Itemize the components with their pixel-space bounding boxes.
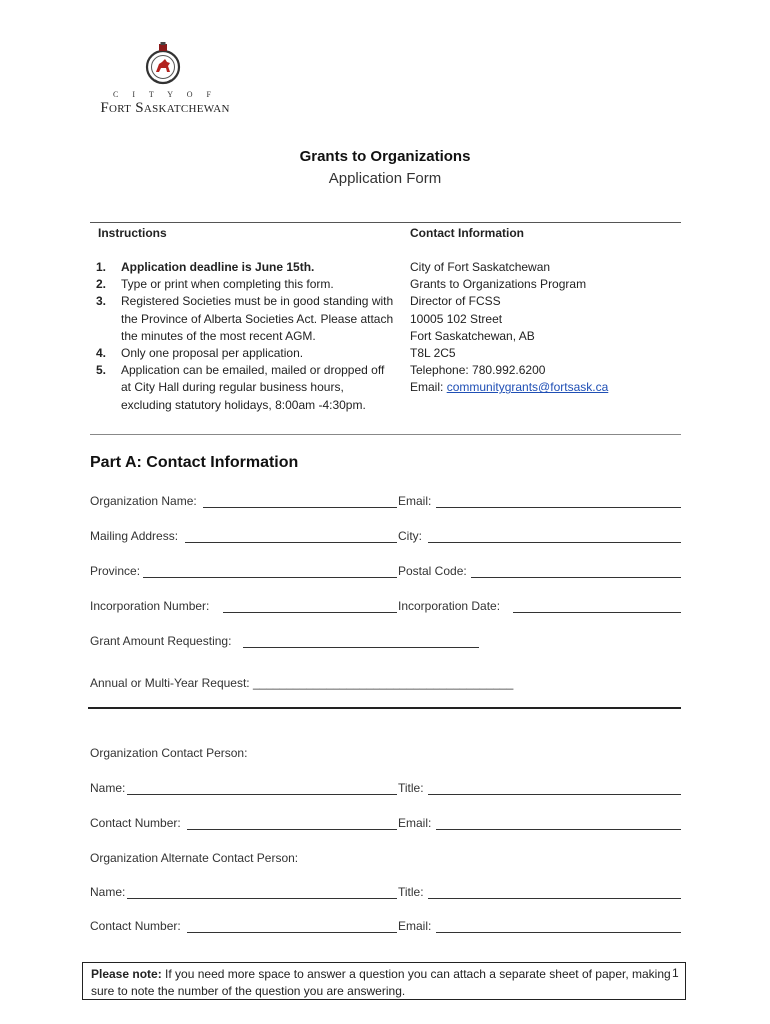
grant-amount-label: Grant Amount Requesting: (90, 634, 232, 648)
mailing-address-field[interactable] (185, 542, 397, 543)
contact-line: Grants to Organizations Program (410, 277, 587, 292)
contact-line: Fort Saskatchewan, AB (410, 328, 535, 343)
incorporation-number-label: Incorporation Number: (90, 599, 210, 613)
table-top-divider (90, 222, 681, 223)
title-label: Title: (398, 781, 424, 795)
contact-email-label: Email: (398, 816, 432, 830)
contact-line: City of Fort Saskatchewan (410, 260, 551, 274)
alt-title-field[interactable] (428, 898, 681, 899)
alt-title-label: Title: (398, 885, 424, 899)
instructions-heading: Instructions (98, 226, 167, 240)
footer-note-box (82, 962, 686, 1000)
page-number: 1 (672, 966, 679, 980)
incorporation-date-label: Incorporation Date: (398, 599, 501, 613)
alt-name-field[interactable] (127, 898, 397, 899)
province-label: Province: (90, 564, 141, 578)
part-a-heading: Part A: Contact Information (90, 454, 299, 471)
alt-name-label: Name: (90, 885, 126, 899)
note-label: Please note: (91, 967, 162, 981)
page-title: Grants to Organizations (299, 148, 471, 165)
alt-contact-label: Organization Alternate Contact Person: (90, 851, 299, 865)
email-field[interactable] (436, 507, 681, 508)
logo-fort-saskatchewan-text: Fort Saskatchewan (100, 100, 230, 116)
contact-number-field[interactable] (187, 829, 397, 830)
instruction-item: 2. Type or print when completing this form. (96, 277, 334, 292)
org-name-field[interactable] (203, 507, 397, 508)
city-field[interactable] (428, 542, 681, 543)
org-contact-label: Organization Contact Person: (90, 746, 248, 760)
name-label: Name: (90, 781, 126, 795)
alt-contact-number-label: Contact Number: (90, 919, 181, 933)
name-field[interactable] (127, 794, 397, 795)
annual-request-field[interactable]: _______________________________________ (252, 676, 514, 690)
contact-email-line (410, 379, 680, 396)
contact-info-heading: Contact Information (410, 226, 524, 240)
instructions-list (96, 259, 396, 414)
org-name-label: Organization Name: (90, 494, 197, 508)
contact-line: Telephone: 780.992.6200 (410, 363, 546, 378)
email-label: Email: (398, 494, 432, 508)
annual-request-label: Annual or Multi-Year Request: (90, 676, 253, 690)
instruction-item: 4. Only one proposal per application. (96, 346, 304, 361)
alt-email-field[interactable] (436, 932, 681, 933)
contact-line: Director of FCSS (410, 294, 501, 309)
section-divider (88, 707, 681, 709)
province-field[interactable] (143, 577, 397, 578)
mailing-address-label: Mailing Address: (90, 529, 179, 543)
contact-line: 10005 102 Street (410, 311, 503, 326)
instruction-item: 1. Application deadline is June 15th. (96, 260, 315, 274)
incorporation-number-field[interactable] (223, 612, 397, 613)
table-bottom-divider (90, 434, 681, 435)
contact-info-block (410, 259, 680, 397)
logo-city-of-text: C I T Y O F (112, 90, 217, 99)
incorporation-date-field[interactable] (513, 612, 681, 613)
postal-code-label: Postal Code: (398, 564, 467, 578)
city-logo (90, 42, 240, 120)
page-subtitle: Application Form (328, 170, 442, 187)
contact-email-link[interactable]: communitygrants@fortsask.ca (446, 380, 609, 395)
email-prefix: Email: (410, 380, 447, 395)
city-label: City: (398, 529, 422, 543)
contact-line: T8L 2C5 (410, 346, 456, 361)
instruction-item: 5. Application can be emailed, mailed or dropped off at City Hall during regular business hours, excluding statutory holidays, 8:00am -4:30pm. (96, 363, 385, 412)
postal-code-field[interactable] (471, 577, 681, 578)
grant-amount-field[interactable] (243, 647, 479, 648)
contact-number-label: Contact Number: (90, 816, 181, 830)
annual-request-row (90, 676, 513, 690)
alt-email-label: Email: (398, 919, 432, 933)
instruction-item: 3. Registered Societies must be in good standing with the Province of Alberta Societies Act. Please attach the minutes of the most recent AGM. (96, 294, 394, 343)
alt-contact-number-field[interactable] (187, 932, 397, 933)
contact-email-field[interactable] (436, 829, 681, 830)
title-field[interactable] (428, 794, 681, 795)
note-text: If you need more space to answer a question you can attach a separate sheet of paper, making sure to note the number of the question you are answering. (91, 967, 671, 998)
city-crest-icon (140, 42, 186, 88)
